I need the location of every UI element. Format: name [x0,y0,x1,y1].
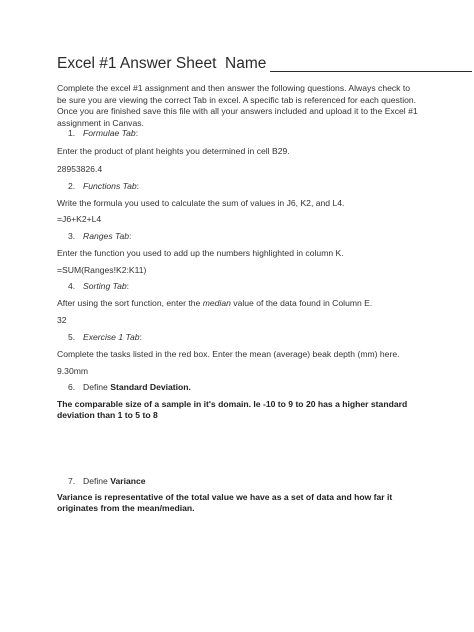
question-5-answer: 9.30mm [57,366,89,376]
question-number: 5. [68,332,76,342]
question-6-answer: The comparable size of a sample in it's domain. Ie -10 to 9 to 20 has a higher standard deviation than 1 to 5 to 8 [57,399,408,421]
question-3-prompt: Enter the function you used to add up the numbers highlighted in column K. [57,248,344,258]
question-3-answer: =SUM(Ranges!K2:K11) [57,265,147,275]
name-blank-line [270,71,472,72]
question-2-prompt: Write the formula you used to calculate the sum of values in J6, K2, and L4. [57,198,345,208]
question-7-answer: Variance is representative of the total value we have as a set of data and how far it originates from the mean/median. [57,492,393,514]
question-number: 2. [68,181,76,191]
question-5-prompt: Complete the tasks listed in the red box. Enter the mean (average) beak depth (mm) here. [57,349,400,359]
question-7-heading: 7. Define Variance [68,476,146,486]
question-number: 6. [68,382,76,392]
question-5-heading: 5. Exercise 1 Tab: [68,332,142,342]
question-number: 1. [68,128,76,138]
term-standard-deviation: Standard Deviation. [110,382,191,392]
term-variance: Variance [110,476,146,486]
question-1-prompt: Enter the product of plant heights you determined in cell B29. [57,146,290,156]
name-label: Name [225,55,267,72]
tab-name: Exercise 1 Tab [83,332,140,342]
question-number: 7. [68,476,76,486]
header [57,55,427,77]
tab-name: Functions Tab [83,181,137,191]
question-2-heading: 2. Functions Tab: [68,181,140,191]
question-1-heading: 1. Formulae Tab: [68,128,139,138]
tab-name: Ranges Tab [83,231,130,241]
question-4-heading: 4. Sorting Tab: [68,281,130,291]
question-1-answer: 28953826.4 [57,164,103,174]
question-number: 4. [68,281,76,291]
question-2-answer: =J6+K2+L4 [57,214,102,224]
intro-paragraph: Complete the excel #1 assignment and then answer the following questions. Always check to be sure you are viewing the correct Tab in excel. A specific tab is referenced for each question. Once you are finished save this file with all your answers included and upload it to the Excel #1 assignment in Canvas. [57,83,418,128]
question-6-heading: 6. Define Standard Deviation. [68,382,191,392]
tab-name: Sorting Tab [83,281,127,291]
page-title: Excel #1 Answer Sheet [57,55,217,72]
question-3-heading: 3. Ranges Tab: [68,231,132,241]
question-4-prompt: After using the sort function, enter the median value of the data found in Column E. [57,298,373,308]
median-emphasis: median [202,298,231,308]
question-number: 3. [68,231,76,241]
question-4-answer: 32 [57,315,67,325]
tab-name: Formulae Tab [83,128,136,138]
